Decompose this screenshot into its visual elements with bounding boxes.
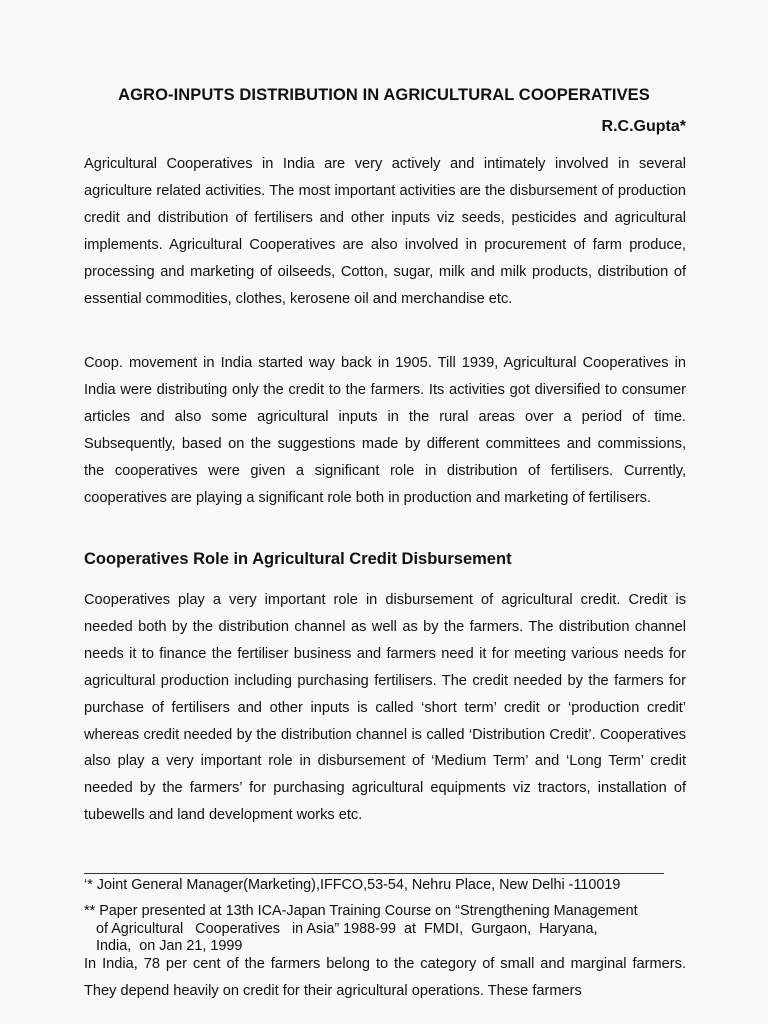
history-paragraph: Coop. movement in India started way back in 1905. Till 1939, Agricultural Cooperatives in India were distributing only the credit to the farmers. Its activities got diversified to consumer articles and also some agricultural inputs in the rural areas over a period of time. Subsequently, based on the suggestions made by different committees and commissions, the cooperatives were given a significant role in distribution of fertilisers. Currently, cooperatives are playing a significant role both in production and marketing of fertilisers. xyxy=(84,355,686,506)
footnote-paper-line2: of Agricultural Cooperatives in Asia” 1988-99 at FMDI, Gurgaon, Haryana, xyxy=(96,920,598,937)
intro-paragraph: Agricultural Cooperatives in India are very actively and intimately involved in several agriculture related activities. The most important activities are the disbursement of production credit and distribution of fertilisers and other inputs viz seeds, pesticides and agricultural implements. Agricultural Cooperatives are also involved in procurement of farm produce, processing and marketing of oilseeds, Cotton, sugar, milk and milk products, distribution of essential commodities, clothes, kerosene oil and merchandise etc. xyxy=(84,156,686,307)
continuation-paragraph: In India, 78 per cent of the farmers belong to the category of small and marginal farmers. They depend heavily on credit for their agricultural operations. These farmers xyxy=(84,956,686,999)
footnote-paper xyxy=(84,903,694,956)
section-heading: Cooperatives Role in Agricultural Credit Disbursement xyxy=(84,550,512,568)
footnote-paper-line1: ** Paper presented at 13th ICA-Japan Training Course on “Strengthening Management xyxy=(84,903,638,919)
footnote-divider xyxy=(84,873,664,874)
footnote-author: ‘* Joint General Manager(Marketing),IFFCO,53-54, Nehru Place, New Delhi -110019 xyxy=(84,877,621,893)
author-name: R.C.Gupta* xyxy=(601,118,686,135)
document-title: AGRO-INPUTS DISTRIBUTION IN AGRICULTURAL COOPERATIVES xyxy=(118,86,650,104)
credit-paragraph: Cooperatives play a very important role in disbursement of agricultural credit. Credit is needed both by the distribution channel as well as by the farmers. The distribution channel needs it to finance the fertiliser business and farmers need it for meeting various needs for agricultural production including purchasing fertilisers. The credit needed by the farmers for purchase of fertilisers and other inputs is called ‘short term’ credit or ‘production credit’ whereas credit needed by the distribution channel is called ‘Distribution Credit’. Cooperatives also play a very important role in disbursement of ‘Medium Term’ and ‘Long Term’ credit needed by the farmers’ for purchasing agricultural equipments viz tractors, installation of tubewells and land development works etc. xyxy=(84,592,686,824)
footnote-paper-line3: India, on Jan 21, 1999 xyxy=(96,938,243,954)
